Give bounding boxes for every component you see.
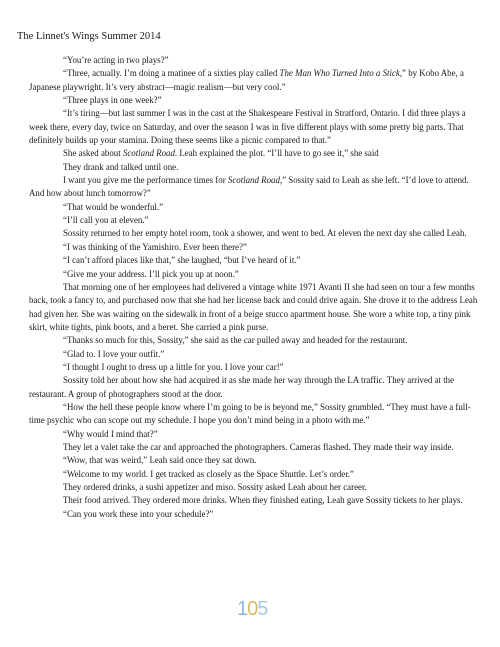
paragraph-text: Their food arrived. They ordered more drinks. When they finished eating, Leah gave Sossity tickets to her plays. xyxy=(63,495,463,506)
paragraph xyxy=(29,254,480,267)
page-number-digit: 1 xyxy=(237,598,248,620)
paragraph xyxy=(29,201,480,214)
paragraph xyxy=(29,508,480,521)
paragraph xyxy=(29,107,480,147)
paragraph xyxy=(29,147,480,160)
paragraph-text: “Wow, that was weird,” Leah said once they sat down. xyxy=(63,455,257,466)
paragraph-text: “Give me your address. I’ll pick you up at noon.” xyxy=(63,268,239,279)
paragraph-text: Sossity told her about how she had acquired it as she made her way through the LA traffic. They arrived at the restaurant. A group of photographers stood at the door. xyxy=(29,375,455,399)
paragraph xyxy=(29,361,480,374)
page-number-digit: 0 xyxy=(247,598,258,620)
paragraph xyxy=(29,268,480,281)
paragraph-text: That morning one of her employees had delivered a vintage white 1971 Avanti II she had seen on tour a few months back, took a fancy to, and purchased now that she had her license back and could drive again. She drove it to the address Leah had given her. She was waiting on the sidewalk in front of a beige stucco apartment house. She wore a white top, a tiny pink skirt, white tights, pink boots, and a beret. She carried a pink purse. xyxy=(29,281,478,332)
paragraph-text: “Three plays in one week?” xyxy=(63,95,162,106)
paragraph-text: “You’re acting in two plays?” xyxy=(63,55,169,65)
paragraph-text: “I thought I ought to dress up a little for you. I love your car!” xyxy=(63,361,284,372)
italic-title-text: Scotland Road, xyxy=(227,175,283,186)
paragraph xyxy=(29,441,480,454)
paragraph xyxy=(29,174,480,201)
paragraph-text: “Three, actually. I’m doing a matinee of a sixties play called xyxy=(63,68,280,79)
page-number-digit: 5 xyxy=(257,598,268,620)
paragraph-text: They drank and talked until one. xyxy=(63,161,179,172)
paragraph-text: “I’ll call you at eleven.” xyxy=(63,215,149,226)
paragraph-text: “How the hell these people know where I’m going to be is beyond me,” Sossity grumbled. “They must have a full-time psychic who can scope out my schedule. I hope you don’t mind being in a photo with me.” xyxy=(29,401,471,426)
page-number xyxy=(237,598,267,620)
paragraph-text: “Why would I mind that?” xyxy=(63,428,158,439)
paragraph xyxy=(29,227,480,240)
paragraph-text: ” by Kobo Abe, a Japanese playwright. It’s very abstract—magic realism—but very cool.” xyxy=(29,68,464,92)
paragraph-text: ” Sossity said to Leah as she left. “I’d love to attend. And how about lunch tomorrow?” xyxy=(29,175,469,199)
paragraph xyxy=(29,94,480,107)
paragraph xyxy=(29,334,480,347)
paragraph-text: “Thanks so much for this, Sossity,” she said as the car pulled away and headed for the restaurant. xyxy=(63,335,408,346)
paragraph-text: They let a valet take the car and approached the photographers. Cameras flashed. They made their way inside. xyxy=(63,441,454,452)
paragraph-text: They ordered drinks, a sushi appetizer and miso. Sossity asked Leah about her career. xyxy=(63,482,367,492)
paragraph-text: “Welcome to my world. I get tracked as closely as the Space Shuttle. Let’s order.” xyxy=(63,468,354,479)
paragraph xyxy=(29,401,480,428)
paragraph xyxy=(29,67,480,94)
paragraph-text: Sossity returned to her empty hotel room, took a shower, and went to bed. At eleven the next day she called Leah. xyxy=(63,228,467,239)
paragraph-text: “I was thinking of the Yamishiro. Ever been there?” xyxy=(63,241,247,252)
paragraph xyxy=(29,428,480,441)
paragraph xyxy=(29,161,480,174)
paragraph xyxy=(29,494,480,507)
running-header: The Linnet's Wings Summer 2014 xyxy=(17,31,161,42)
paragraph xyxy=(29,374,480,401)
paragraph xyxy=(29,468,480,481)
italic-title-text: The Man Who Turned Into a Stick, xyxy=(279,68,403,79)
paragraph xyxy=(29,214,480,227)
paragraph-text: She asked about xyxy=(63,148,123,159)
paragraph xyxy=(29,281,480,334)
paragraph xyxy=(29,348,480,361)
paragraph xyxy=(29,54,480,67)
paragraph xyxy=(29,241,480,254)
paragraph-text: . Leah explained the plot. “I’ll have to go see it,” she said xyxy=(174,148,379,159)
paragraph-text: “I can’t afford places like that,” she laughed, “but I’ve heard of it.” xyxy=(63,255,301,266)
italic-title-text: Scotland Road xyxy=(122,148,175,159)
paragraph xyxy=(29,454,480,467)
story-text xyxy=(29,54,480,521)
paragraph-text: “It’s tiring—but last summer I was in the cast at the Shakespeare Festival in Stratford, Ontario. I did three plays a week there, every day, twice on Saturday, and over the season I was in five different plays with some pretty big parts. That definitely builds up your stamina. Doing these seems like a picnic compared to that.” xyxy=(29,108,466,146)
paragraph-text: I want you give me the performance times for xyxy=(63,175,228,186)
paragraph-text: “Can you work these into your schedule?” xyxy=(63,508,214,519)
paragraph-text: “Glad to. I love your outfit.” xyxy=(63,348,165,359)
paragraph-text: “That would be wonderful.” xyxy=(63,201,164,212)
paragraph xyxy=(29,481,480,494)
